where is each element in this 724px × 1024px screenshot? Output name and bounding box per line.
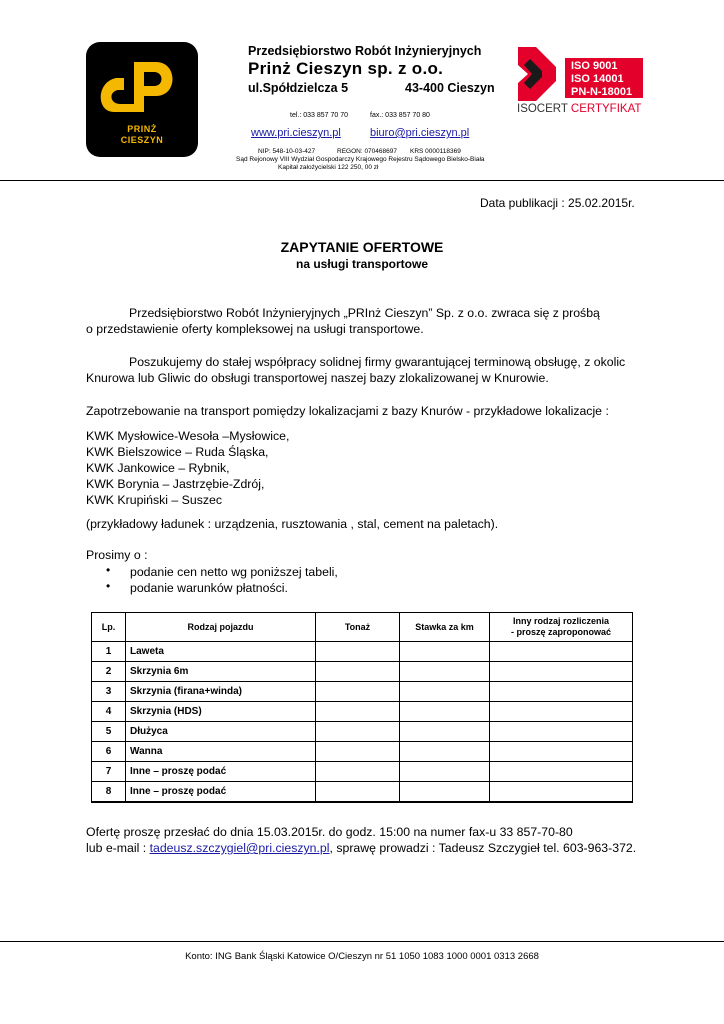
row-vehicle: Laweta <box>126 642 316 662</box>
contact-email-link[interactable]: tadeusz.szczygiel@pri.cieszyn.pl <box>149 841 330 855</box>
publication-date: Data publikacji : 25.02.2015r. <box>480 196 635 210</box>
company-nip: NIP: 548-10-03-427 <box>258 148 316 155</box>
rate-cell[interactable] <box>400 702 490 722</box>
header-vehicle-type: Rodzaj pojazdu <box>126 613 316 642</box>
tonnage-cell[interactable] <box>316 682 400 702</box>
tonnage-cell[interactable] <box>316 762 400 782</box>
closing-line-1: Ofertę proszę przesłać do dnia 15.03.2015r. do godz. 15:00 na numer fax-u 33 857-70-80 <box>86 825 573 839</box>
table-row <box>92 682 633 702</box>
row-lp: 2 <box>92 662 126 682</box>
request-bullet-2: podanie warunków płatności. <box>130 581 288 595</box>
table-row <box>92 742 633 762</box>
other-cell[interactable] <box>490 642 633 662</box>
rate-cell[interactable] <box>400 762 490 782</box>
closing-line-2 <box>86 841 636 855</box>
paragraph-1-line-2: o przedstawienie oferty kompleksowej na usługi transportowe. <box>86 322 424 336</box>
company-website-link[interactable]: www.pri.cieszyn.pl <box>251 127 341 139</box>
company-krs: KRS 0000118369 <box>410 148 461 155</box>
iso-line-3: PN-N-18001 <box>571 86 633 98</box>
table-row <box>92 722 633 742</box>
bullet-icon: • <box>106 563 111 577</box>
header-rate-per-km: Stawka za km <box>400 613 490 642</box>
tonnage-cell[interactable] <box>316 742 400 762</box>
company-logo <box>86 42 198 157</box>
closing-line-2-post: , sprawę prowadzi : Tadeusz Szczygieł tel. 603-963-372. <box>329 841 637 855</box>
header-other-line-1: Inny rodzaj rozliczenia <box>512 616 610 626</box>
paragraph-1-line-1: Przedsiębiorstwo Robót Inżynieryjnych „PRInż Cieszyn” Sp. z o.o. zwraca się z prośbą <box>129 306 600 320</box>
rate-cell[interactable] <box>400 722 490 742</box>
iso-certificates-box <box>565 58 643 98</box>
row-lp: 4 <box>92 702 126 722</box>
other-cell[interactable] <box>490 762 633 782</box>
row-lp: 7 <box>92 762 126 782</box>
iso-caption-b: CERTYFIKAT <box>570 103 642 115</box>
bank-account-footer: Konto: ING Bank Śląski Katowice O/Cieszyn nr 51 1050 1083 1000 0001 0313 2668 <box>185 951 539 962</box>
closing-line-2-pre: lub e-mail : <box>86 841 150 855</box>
tonnage-cell[interactable] <box>316 722 400 742</box>
rate-cell[interactable] <box>400 682 490 702</box>
document-title: ZAPYTANIE OFERTOWE <box>280 239 444 255</box>
bullet-icon: • <box>106 579 111 593</box>
company-capital: Kapitał założycielski 122 250, 00 zł <box>278 164 379 171</box>
rate-cell[interactable] <box>400 742 490 762</box>
rate-cell[interactable] <box>400 642 490 662</box>
tonnage-cell[interactable] <box>316 642 400 662</box>
other-cell[interactable] <box>490 722 633 742</box>
iso-line-2: ISO 14001 <box>571 73 624 85</box>
tonnage-cell[interactable] <box>316 782 400 803</box>
header-other-settlement <box>490 613 633 642</box>
header-other-line-2: - proszę zaproponować <box>510 627 611 637</box>
cargo-note: (przykładowy ładunek : urządzenia, rusztowania , stal, cement na paletach). <box>86 517 499 531</box>
company-zip-city: 43-400 Cieszyn <box>405 81 495 95</box>
paragraph-2-line-2: Knurowa lub Gliwic do obsługi transportowej naszej bazy zlokalizowanej w Knurowie. <box>86 371 549 385</box>
iso-caption <box>517 103 641 115</box>
location-item: KWK Borynia – Jastrzębie-Zdrój, <box>86 477 265 491</box>
row-lp: 3 <box>92 682 126 702</box>
tonnage-cell[interactable] <box>316 662 400 682</box>
company-court: Sąd Rejonowy VIII Wydział Gospodarczy Krajowego Rejestru Sądowego Bielsko-Biała <box>236 156 485 163</box>
document-subtitle: na usługi transportowe <box>295 257 428 271</box>
header-divider <box>0 180 724 181</box>
company-tel: tel.: 033 857 70 70 <box>290 112 348 119</box>
paragraph-2-line-1: Poszukujemy do stałej współpracy solidnej firmy gwarantującej terminową obsługę, z okolic <box>129 355 626 369</box>
row-lp: 6 <box>92 742 126 762</box>
other-cell[interactable] <box>490 742 633 762</box>
logo-line2: CIESZYN <box>120 135 164 145</box>
iso-caption-a: ISOCERT <box>517 103 568 115</box>
row-vehicle: Skrzynia (firana+winda) <box>126 682 316 702</box>
location-item: KWK Mysłowice-Wesoła –Mysłowice, <box>86 429 290 443</box>
row-vehicle: Skrzynia 6m <box>126 662 316 682</box>
table-row <box>92 642 633 662</box>
row-lp: 1 <box>92 642 126 662</box>
company-name: Przedsiębiorstwo Robót Inżynieryjnych <box>248 44 482 58</box>
footer-divider <box>0 941 724 942</box>
tonnage-cell[interactable] <box>316 702 400 722</box>
location-item: KWK Jankowice – Rybnik, <box>86 461 230 475</box>
row-lp: 5 <box>92 722 126 742</box>
table-row <box>92 702 633 722</box>
company-brand: Prinż Cieszyn sp. z o.o. <box>248 59 444 78</box>
table-row <box>92 662 633 682</box>
other-cell[interactable] <box>490 702 633 722</box>
rate-cell[interactable] <box>400 662 490 682</box>
row-vehicle: Inne – proszę podać <box>126 782 316 803</box>
request-intro: Prosimy o : <box>86 548 148 562</box>
row-vehicle: Skrzynia (HDS) <box>126 702 316 722</box>
row-vehicle: Dłużyca <box>126 722 316 742</box>
header-tonnage: Tonaż <box>316 613 400 642</box>
isocert-logo-icon <box>516 45 568 103</box>
table-header-row <box>92 613 633 642</box>
header-lp: Lp. <box>92 613 126 642</box>
other-cell[interactable] <box>490 682 633 702</box>
other-cell[interactable] <box>490 662 633 682</box>
location-item: KWK Krupiński – Suszec <box>86 493 222 507</box>
company-street: ul.Spółdzielcza 5 <box>248 81 349 95</box>
company-regon: REGON: 070468697 <box>337 148 397 155</box>
rate-cell[interactable] <box>400 782 490 803</box>
table-row <box>92 762 633 782</box>
row-vehicle: Inne – proszę podać <box>126 762 316 782</box>
company-email-link[interactable]: biuro@pri.cieszyn.pl <box>370 127 470 139</box>
row-lp: 8 <box>92 782 126 803</box>
other-cell[interactable] <box>490 782 633 803</box>
table-row <box>92 782 633 803</box>
location-item: KWK Bielszowice – Ruda Śląska, <box>86 445 269 459</box>
row-vehicle: Wanna <box>126 742 316 762</box>
company-fax: fax.: 033 857 70 80 <box>370 112 430 119</box>
paragraph-3: Zapotrzebowanie na transport pomiędzy lokalizacjami z bazy Knurów - przykładowe lokalizacje : <box>86 404 609 418</box>
iso-line-1: ISO 9001 <box>571 60 618 72</box>
rates-table <box>91 612 633 803</box>
logo-line1: PRINŻ <box>127 124 157 134</box>
request-bullet-1: podanie cen netto wg poniższej tabeli, <box>130 565 338 579</box>
